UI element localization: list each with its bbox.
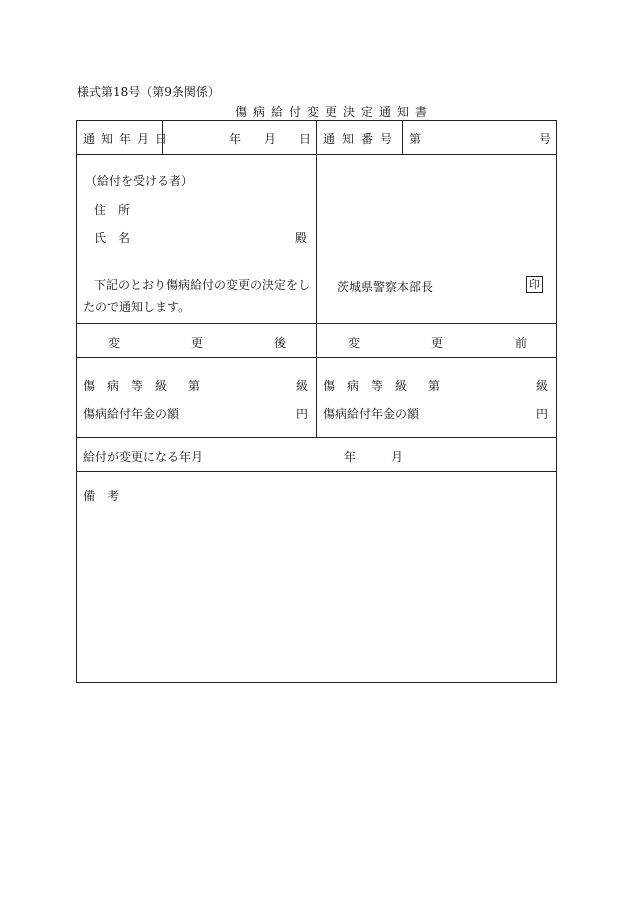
col-divider xyxy=(316,120,317,438)
after-header-char: 変 xyxy=(108,336,121,350)
honorific: 殿 xyxy=(295,231,308,245)
issuer-name: 茨城県警察本部長 xyxy=(337,280,434,294)
notice-number-prefix: 第 xyxy=(409,132,422,146)
row-divider xyxy=(76,471,557,472)
change-date-month: 月 xyxy=(391,450,404,464)
notice-number-label: 通知番号 xyxy=(323,132,400,146)
after-header-char: 後 xyxy=(274,336,287,350)
before-header-char: 前 xyxy=(515,336,528,350)
after-amount-unit: 円 xyxy=(296,407,309,421)
change-date-year: 年 xyxy=(344,450,357,464)
col-divider xyxy=(402,120,403,155)
notice-body-line1: 下記のとおり傷病給付の変更の決定をし xyxy=(94,278,311,292)
after-grade-label: 傷 病 等 級 xyxy=(83,379,168,393)
notice-date-day: 日 xyxy=(299,132,312,146)
recipient-heading: （給付を受ける者） xyxy=(85,174,194,188)
notice-date-month: 月 xyxy=(264,132,277,146)
table-border-right xyxy=(556,120,557,683)
before-grade-suffix: 級 xyxy=(536,379,549,393)
address-label: 住 所 xyxy=(94,203,131,217)
name-label: 氏 名 xyxy=(94,231,131,245)
change-date-label: 給付が変更になる年月 xyxy=(83,450,204,464)
table-border-bottom xyxy=(76,682,557,683)
notice-date-year: 年 xyxy=(229,132,242,146)
before-header-char: 更 xyxy=(431,336,444,350)
notice-number-suffix: 号 xyxy=(539,132,552,146)
seal-stamp: 印 xyxy=(526,276,543,293)
notice-body-line2: たので通知します。 xyxy=(83,300,191,314)
notice-date-label: 通知年月日 xyxy=(83,132,174,146)
after-header-char: 更 xyxy=(191,336,204,350)
before-grade-prefix: 第 xyxy=(428,379,441,393)
page-title: 傷病給付変更決定通知書 xyxy=(235,105,434,119)
table-border-left xyxy=(76,120,77,683)
before-grade-label: 傷 病 等 級 xyxy=(323,379,408,393)
before-amount-label: 傷病給付年金の額 xyxy=(323,407,420,421)
before-amount-unit: 円 xyxy=(536,407,549,421)
before-header-char: 変 xyxy=(348,336,361,350)
after-amount-label: 傷病給付年金の額 xyxy=(83,407,180,421)
remarks-label: 備 考 xyxy=(83,489,120,503)
form-number: 様式第18号（第9条関係） xyxy=(77,85,220,99)
after-grade-suffix: 級 xyxy=(296,379,309,393)
after-grade-prefix: 第 xyxy=(188,379,201,393)
